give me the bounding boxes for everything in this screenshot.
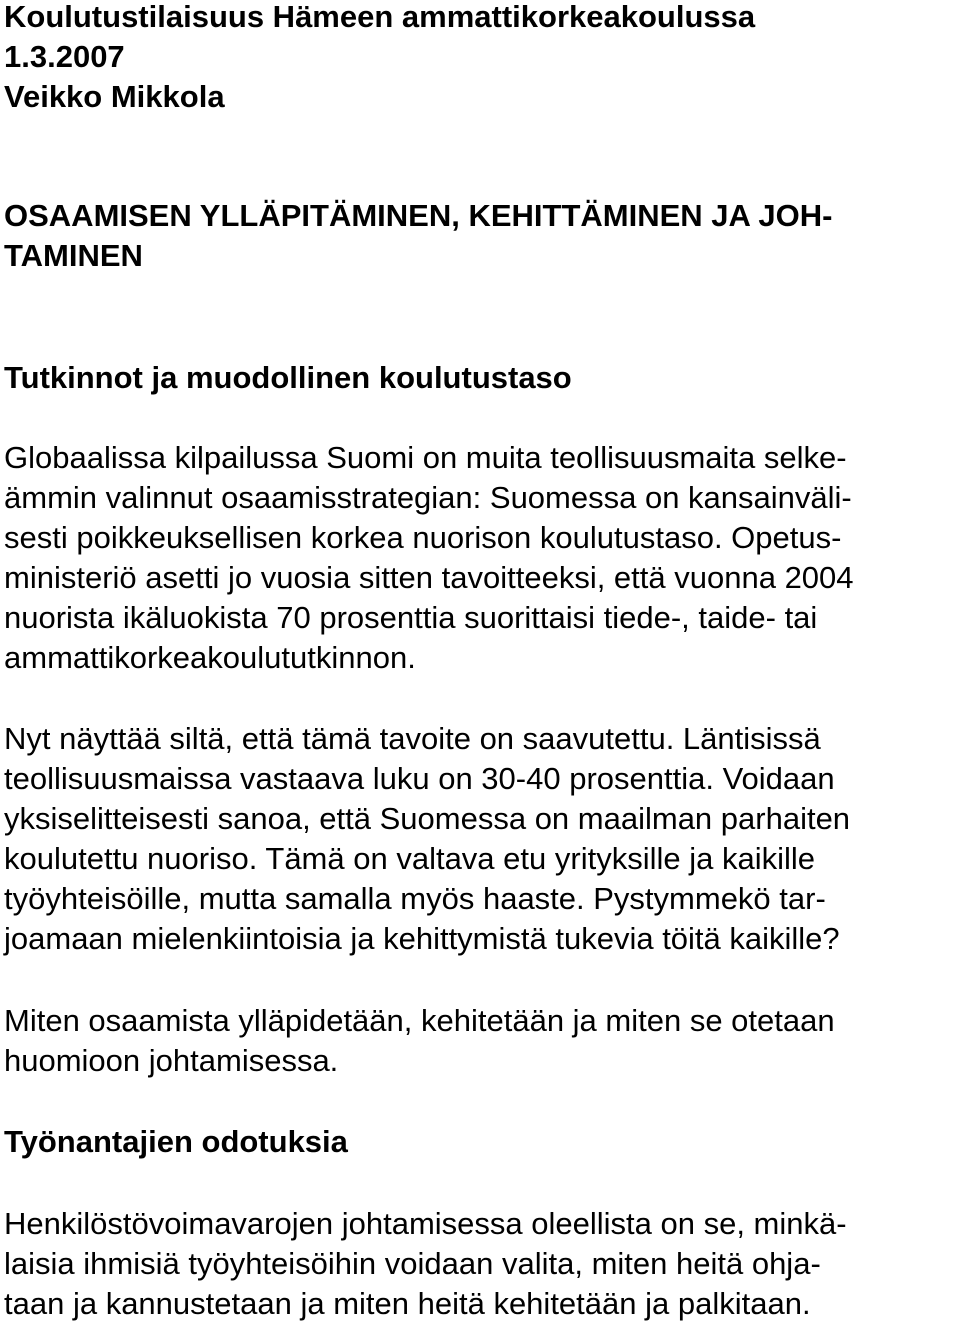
- text-line: koulutettu nuoriso. Tämä on valtava etu yrityksille ja kaikille: [4, 841, 815, 876]
- text-line: nuorista ikäluokista 70 prosenttia suorittaisi tiede-, taide- tai: [4, 600, 818, 635]
- text-line: huomioon johtamisessa.: [4, 1043, 339, 1078]
- text-line: ammattikorkeakoulututkinnon.: [4, 640, 416, 675]
- text-line: yksiselitteisesti sanoa, että Suomessa on maailman parhaiten: [4, 801, 851, 836]
- page-title-line-1: OSAAMISEN YLLÄPITÄMINEN, KEHITTÄMINEN JA JOH-: [4, 198, 833, 233]
- text-line: teollisuusmaissa vastaava luku on 30-40 prosenttia. Voidaan: [4, 761, 835, 796]
- text-line: taan ja kannustetaan ja miten heitä kehitetään ja palkitaan.: [4, 1286, 811, 1321]
- text-line: laisia ihmisiä työyhteisöihin voidaan valita, miten heitä ohja-: [4, 1246, 821, 1281]
- header-event-line: Koulutustilaisuus Hämeen ammattikorkeakoulussa: [4, 0, 756, 34]
- text-line: ämmin valinnut osaamisstrategian: Suomessa on kansainväli-: [4, 480, 852, 515]
- text-line: Globaalissa kilpailussa Suomi on muita teollisuusmaita selke-: [4, 440, 847, 475]
- text-line: Miten osaamista ylläpidetään, kehitetään ja miten se otetaan: [4, 1003, 835, 1038]
- header-author-line: Veikko Mikkola: [4, 79, 225, 114]
- text-line: ministeriö asetti jo vuosia sitten tavoitteeksi, että vuonna 2004: [4, 560, 854, 595]
- text-line: sesti poikkeuksellisen korkea nuorison koulutustaso. Opetus-: [4, 520, 842, 555]
- text-line: työyhteisöille, mutta samalla myös haaste. Pystymmekö tar-: [4, 881, 826, 916]
- text-line: Nyt näyttää siltä, että tämä tavoite on saavutettu. Läntisissä: [4, 721, 821, 756]
- section-heading: Työnantajien odotuksia: [4, 1124, 348, 1159]
- section-heading: Tutkinnot ja muodollinen koulutustaso: [4, 360, 572, 395]
- header-date-line: 1.3.2007: [4, 39, 125, 74]
- page-title-line-2: TAMINEN: [4, 238, 143, 273]
- text-line: Henkilöstövoimavarojen johtamisessa oleellista on se, minkä-: [4, 1206, 847, 1241]
- text-line: joamaan mielenkiintoisia ja kehittymistä tukevia töitä kaikille?: [4, 921, 840, 956]
